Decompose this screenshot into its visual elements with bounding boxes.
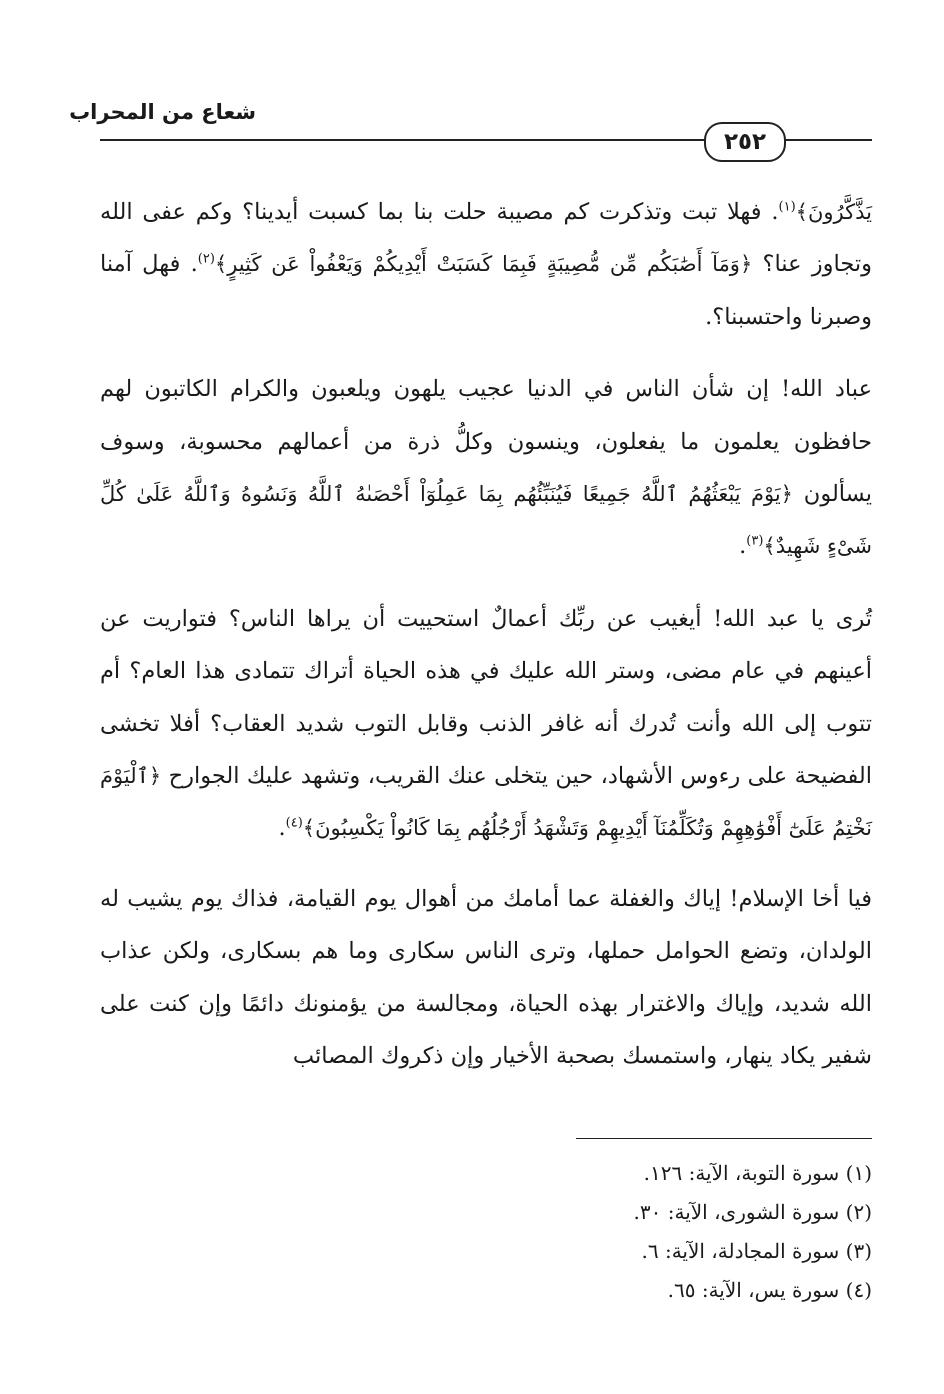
paragraph-1 <box>100 186 872 343</box>
paragraph-text: عباد الله! إن شأن الناس في الدنيا عجيب يلهون ويلعبون والكرام الكاتبون لهم حافظون يعلمون ما يفعلون، وينسون وكلُّ ذرة من أعمالهم محسوبة، وسوف يسألون <box>100 376 872 508</box>
paragraph-3 <box>100 593 872 855</box>
paragraph-4 <box>100 873 872 1083</box>
footnote-4: (٤) سورة يس، الآية: ٦٥. <box>667 1278 872 1302</box>
paragraph-text: . فهلا تبت وتذكرت كم مصيبة حلت بنا بما كسبت أيدينا؟ وكم عفى الله وتجاوز عنا؟ <box>100 199 872 278</box>
footnote-marker: (٢) <box>197 251 215 267</box>
paragraph-gap <box>100 855 872 873</box>
footnote-2: (٢) سورة الشورى، الآية: ٣٠. <box>633 1200 872 1224</box>
paragraph-gap <box>100 573 872 593</box>
paragraph-2 <box>100 363 872 573</box>
footnote-1: (١) سورة التوبة، الآية: ١٢٦. <box>643 1161 872 1185</box>
footnote-marker: (١) <box>778 199 796 215</box>
paragraph-text: . <box>739 533 747 560</box>
footnote-marker: (٣) <box>746 533 764 549</box>
footnotes <box>634 1154 872 1310</box>
page-number: ٢٥٢ <box>704 122 786 162</box>
footnote-marker: (٤) <box>285 815 303 831</box>
paragraph-text: . فهل آمنا وصبرنا واحتسبنا؟. <box>100 251 872 330</box>
running-title: شعاع من المحراب <box>69 100 256 124</box>
paragraph-text: . <box>278 815 286 842</box>
footnote-3: (٣) سورة المجادلة، الآية: ٦. <box>641 1239 872 1263</box>
quran-verse: ﴿ٱلْيَوْمَ نَخْتِمُ عَلَىٰٓ أَفْوَٰهِهِمْ وَتُكَلِّمُنَآ أَيْدِيهِمْ وَتَشْهَدُ أَرْجُلُهُم بِمَا كَانُواْ يَكْسِبُونَ﴾ <box>100 764 872 841</box>
paragraph-text: تُرى يا عبد الله! أيغيب عن ربِّك أعمالٌ استحييت أن يراها الناس؟ فتواريت عن أعينهم في عام مضى، وستر الله عليك في هذه الحياة أتراك تتمادى هذا العام؟ أم تتوب إلى الله وأنت تُدرك أنه غافر الذنب وقابل التوب شديد العقاب؟ أفلا تخشى الفضيحة على رءوس الأشهاد، حين يتخلى عنك القريب، وتشهد عليك الجوارح <box>100 605 872 790</box>
footnote-rule <box>576 1138 872 1139</box>
quran-verse: ﴿يَوْمَ يَبْعَثُهُمُ ٱللَّهُ جَمِيعًا فَيُنَبِّئُهُم بِمَا عَمِلُوٓاْ أَحْصَىٰهُ ٱللَّهُ وَنَسُوهُ وَٱللَّهُ عَلَىٰ كُلِّ شَىْءٍ شَهِيدٌ﴾ <box>100 482 872 559</box>
paragraph-text: فيا أخا الإسلام! إياك والغفلة عما أمامك من أهوال يوم القيامة، فذاك يوم يشيب له الولدان، وتضع الحوامل حملها، وترى الناس سكارى وما هم بسكارى، ولكن عذاب الله شديد، وإياك والاغترار بهذه الحياة، ومجالسة من يؤمنونك دائمًا وإن كنت على شفير يكاد ينهار، واستمسك بصحبة الأخيار وإن ذكروك المصائب <box>100 885 872 1070</box>
paragraph-gap <box>100 343 872 363</box>
quran-verse-fragment: يَذَّكَّرُونَ﴾ <box>795 200 872 224</box>
body-text <box>100 186 872 1083</box>
quran-verse: ﴿وَمَآ أَصَٰبَكُم مِّن مُّصِيبَةٍ فَبِمَا كَسَبَتْ أَيْدِيكُمْ وَيَعْفُواْ عَن كَثِيرٍ﴾ <box>214 252 753 277</box>
